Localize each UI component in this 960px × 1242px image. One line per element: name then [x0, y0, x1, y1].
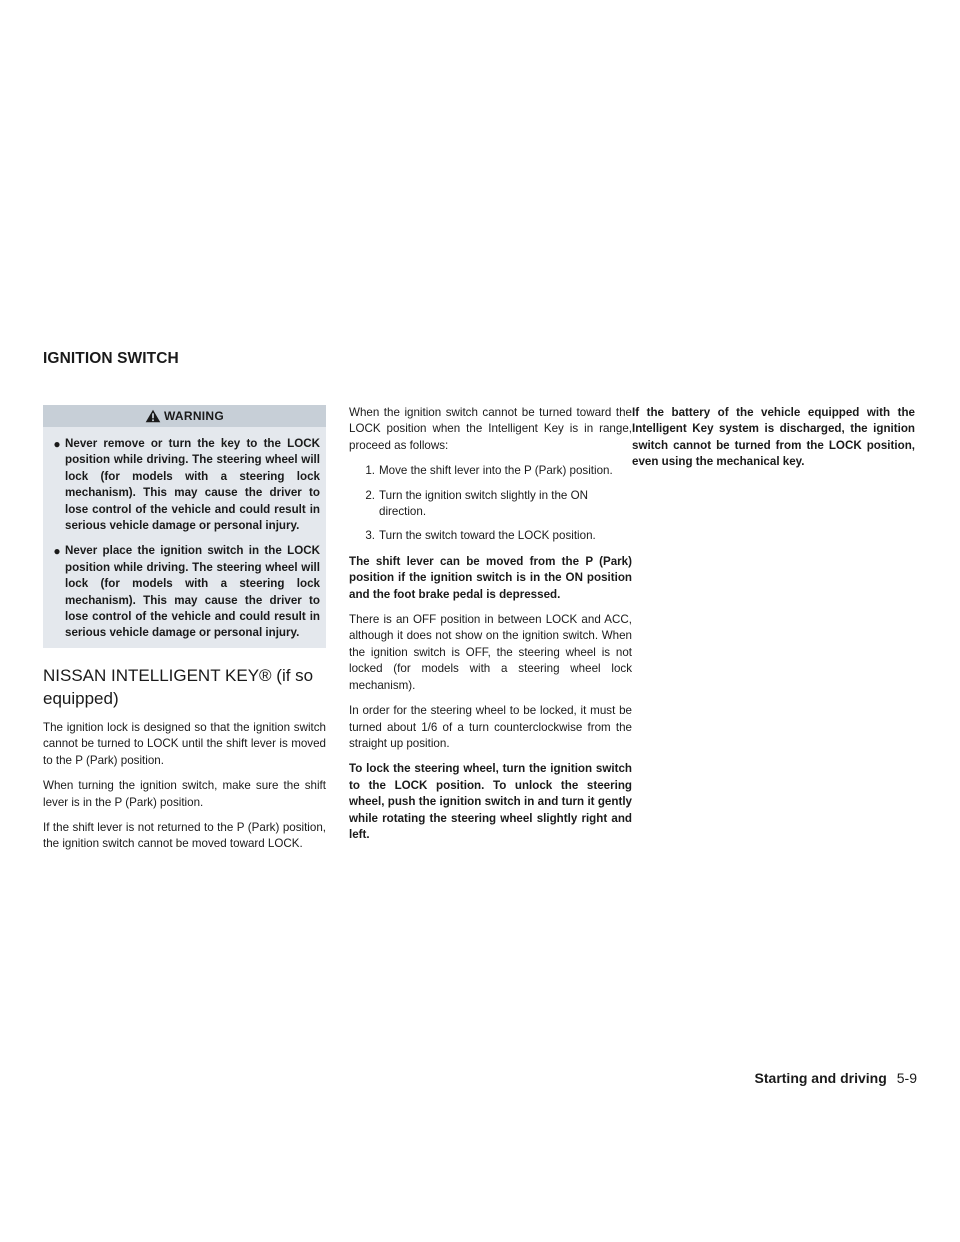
paragraph: The ignition lock is designed so that the ignition switch cannot be turned to LOCK until the shift lever is moved to the P (Park) position.	[43, 720, 326, 767]
paragraph: If the shift lever is not returned to the P (Park) position, the ignition switch cannot be moved toward LOCK.	[43, 820, 326, 851]
warning-triangle-icon	[145, 409, 161, 423]
section-title: IGNITION SWITCH	[43, 350, 179, 367]
warning-box	[43, 405, 326, 648]
step-text: Turn the ignition switch slightly in the ON direction.	[379, 488, 588, 519]
warning-item-text: Never remove or turn the key to the LOCK position while driving. The steering wheel will lock (for models with a steering lock mechanism). This may cause the driver to lose control of the vehicle and could result in serious vehicle damage or personal injury.	[65, 437, 320, 533]
steps-list	[349, 463, 632, 545]
column-2	[349, 405, 632, 852]
warning-item	[43, 427, 326, 534]
warning-item-text: Never place the ignition switch in the LOCK position while driving. The steering wheel will lock (for models with a steering lock mechanism). This may cause the driver to lose control of the vehicle and could result in serious vehicle damage or personal injury.	[65, 544, 320, 640]
page-footer	[755, 1070, 917, 1086]
paragraph-intro: When the ignition switch cannot be turned toward the LOCK position when the Intelligent Key is in range, proceed as follows:	[349, 406, 632, 452]
column-1	[43, 405, 326, 862]
page-number: 5-9	[896, 1070, 917, 1086]
step-number: 3.	[365, 529, 375, 543]
step-text: Turn the switch toward the LOCK position.	[379, 529, 596, 543]
bold-note-battery: If the battery of the vehicle equipped with the Intelligent Key system is discharged, the ignition switch cannot be turned from the LOCK position, even using the mechanical key.	[632, 406, 915, 469]
footer-section-label: Starting and driving	[754, 1070, 887, 1086]
subheading-intelligent-key: NISSAN INTELLIGENT KEY® (if so equipped)	[43, 665, 314, 708]
step-text: Move the shift lever into the P (Park) position.	[379, 464, 613, 478]
paragraph: There is an OFF position in between LOCK and ACC, although it does not show on the ignition switch. When the ignition switch is OFF, the steering wheel is not locked (for models with a steering wheel lock mechanism).	[349, 613, 632, 692]
bullet-icon: ●	[53, 544, 61, 559]
step-item	[349, 488, 632, 521]
paragraph: In order for the steering wheel to be locked, it must be turned about 1/6 of a turn counterclockwise from the straight up position.	[349, 704, 632, 750]
step-number: 2.	[365, 488, 375, 502]
warning-header	[43, 405, 326, 427]
step-item	[349, 463, 632, 479]
warning-item	[43, 534, 326, 641]
column-3	[632, 405, 915, 480]
bullet-icon: ●	[53, 437, 61, 451]
step-item	[349, 528, 632, 544]
paragraph: When turning the ignition switch, make sure the shift lever is in the P (Park) position.	[43, 779, 326, 809]
step-number: 1.	[365, 464, 375, 478]
bold-note-shift-lever: The shift lever can be moved from the P (Park) position if the ignition switch is in the ON position and the foot brake pedal is depressed.	[349, 554, 632, 601]
bold-note-lock-steering: To lock the steering wheel, turn the ignition switch to the LOCK position. To unlock the steering wheel, push the ignition switch in and turn it gently while rotating the steering wheel slightly right and left.	[349, 762, 632, 841]
warning-label: WARNING	[163, 408, 225, 423]
